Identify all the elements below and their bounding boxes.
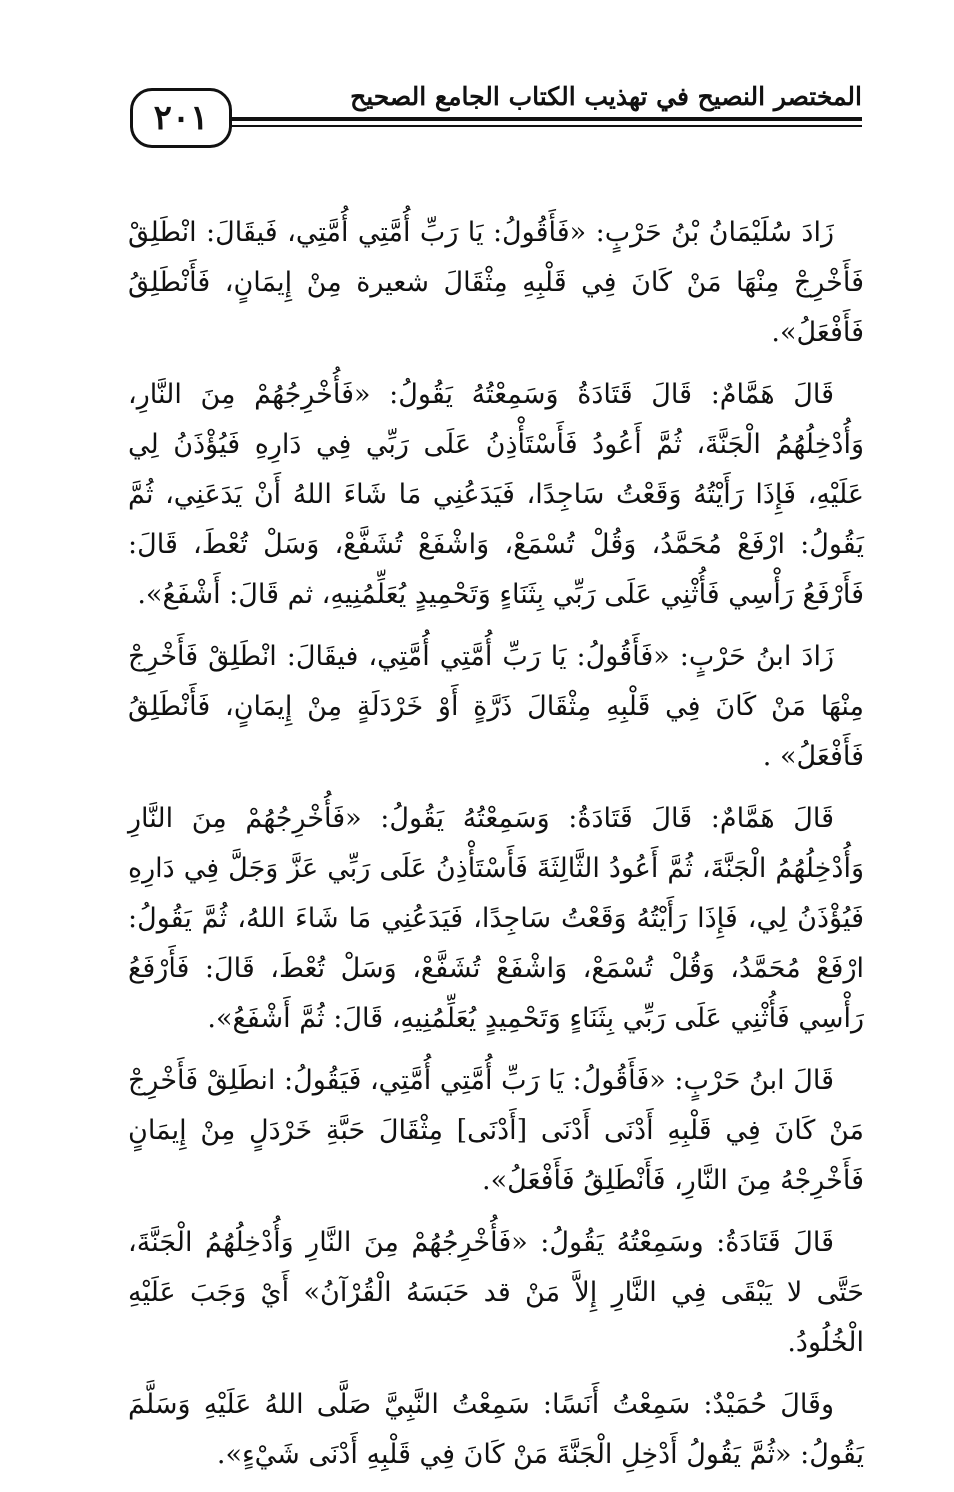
paragraph-5: قَالَ ابنُ حَرْبٍ: «فَأَقُولُ: يَا رَبِّ أُمَّتِي أُمَّتِي، فَيَقُولُ: انطَلِقْ فَأَخْرِجْ مَنْ كَانَ فِي قَلْبِهِ أَدْنَى أَدْنَى [أَدْنَى] مِثْقَالَ حَبَّةِ خَرْدَلٍ مِنْ إِيمَانٍ فَأَخْرِجْهُ مِنَ النَّارِ، فَأَنْطَلِقُ فَأَفْعَلُ». xyxy=(128,1065,864,1196)
header-rule-thick xyxy=(232,117,862,121)
page-number: ٢٠١ xyxy=(130,88,232,148)
paragraph-2: قَالَ هَمَّامٌ: قَالَ قَتَادَةُ وَسَمِعْتُهُ يَقُولُ: «فَأُخْرِجُهُمْ مِنَ النَّارِ، وَأُدْخِلُهُمُ الْجَنَّةَ، ثُمَّ أَعُودُ فَأَسْتَأْذِنُ عَلَى رَبِّي فِي دَارِهِ فَيُؤْذَنُ لِي عَلَيْهِ، فَإِذَا رَأَيْتُهُ وَقَعْتُ سَاجِدًا، فَيَدَعُنِي مَا شَاءَ اللهُ أَنْ يَدَعَنِي، ثُمَّ يَقُولُ: ارْفَعْ مُحَمَّدُ، وَقُلْ تُسْمَعْ، وَاشْفَعْ تُشَفَّعْ، وَسَلْ تُعْطَ، قَالَ: فَأَرْفَعُ رَأْسِي فَأُثْنِي عَلَى رَبِّي بِثَنَاءٍ وَتَحْمِيدٍ يُعَلِّمُنِيهِ، ثم قَالَ: أَشْفَعُ». xyxy=(128,379,864,610)
paragraph-6: قَالَ قَتَادَةُ: وسَمِعْتُهُ يَقُولُ: «فَأُخْرِجُهُمْ مِنَ النَّارِ وَأُدْخِلُهُمُ الْجَنَّةَ، حَتَّى لا يَبْقَى فِي النَّارِ إِلاَّ مَنْ قد حَبَسَهُ الْقُرْآنُ» أَيْ وَجَبَ عَلَيْهِ الْخُلُودُ. xyxy=(128,1227,864,1358)
paragraph-1: زَادَ سُلَيْمَانُ بْنُ حَرْبٍ: «فَأَقُولُ: يَا رَبِّ أُمَّتِي أُمَّتِي، فَيقَالَ: انْطَلِقْ فَأَخْرِجْ مِنْهَا مَنْ كَانَ فِي قَلْبِهِ مِثْقَالَ شعيرة مِنْ إِيمَانٍ، فَأَنْطَلِقُ فَأَفْعَلُ». xyxy=(128,217,864,348)
page-body xyxy=(128,208,864,1492)
paragraph-4: قَالَ هَمَّامٌ: قَالَ قَتَادَةُ: وَسَمِعْتُهُ يَقُولُ: «فَأُخْرِجُهُمْ مِنَ النَّارِ وَأُدْخِلُهُمُ الْجَنَّةَ، ثُمَّ أَعُودُ الثَّالِثَةَ فَأَسْتَأْذِنُ عَلَى رَبِّي عَزَّ وَجَلَّ فِي دَارِهِ فَيُؤْذَنُ لِي، فَإِذَا رَأَيْتُهُ وَقَعْتُ سَاجِدًا، فَيَدَعُنِي مَا شَاءَ اللهُ، ثُمَّ يَقُولُ: ارْفَعْ مُحَمَّدُ، وَقُلْ تُسْمَعْ، وَاشْفَعْ تُشَفَّعْ، وَسَلْ تُعْطَ، قَالَ: فَأَرْفَعُ رَأْسِي فَأُثْنِي عَلَى رَبِّي بِثَنَاءٍ وَتَحْمِيدٍ يُعَلِّمُنِيهِ، قَالَ: ثُمَّ أَشْفَعُ». xyxy=(128,803,864,1034)
page-header xyxy=(128,78,862,152)
paragraph-3: زَادَ ابنُ حَرْبٍ: «فَأَقُولُ: يَا رَبِّ أُمَّتِي أُمَّتِي، فيقَالَ: انْطَلِقْ فَأَخْرِجْ مِنْهَا مَنْ كَانَ فِي قَلْبِهِ مِثْقَالَ ذَرَّةٍ أَوْ خَرْدَلَةٍ مِنْ إِيمَانٍ، فَأَنْطَلِقُ فَأَفْعَلُ» . xyxy=(128,641,864,772)
header-rule-thin xyxy=(232,125,862,127)
book-title: المختصر النصيح في تهذيب الكتاب الجامع الصحيح xyxy=(350,82,862,111)
paragraph-7: وقَالَ حُمَيْدٌ: سَمِعْتُ أَنَسًا: سَمِعْتُ النَّبِيَّ صَلَّى اللهُ عَلَيْهِ وَسَلَّمَ يَقُولُ: «ثُمَّ يَقُولُ أَدْخِلِ الْجَنَّةَ مَنْ كَانَ فِي قَلْبِهِ أَدْنَى شَيْءٍ». xyxy=(128,1389,864,1470)
